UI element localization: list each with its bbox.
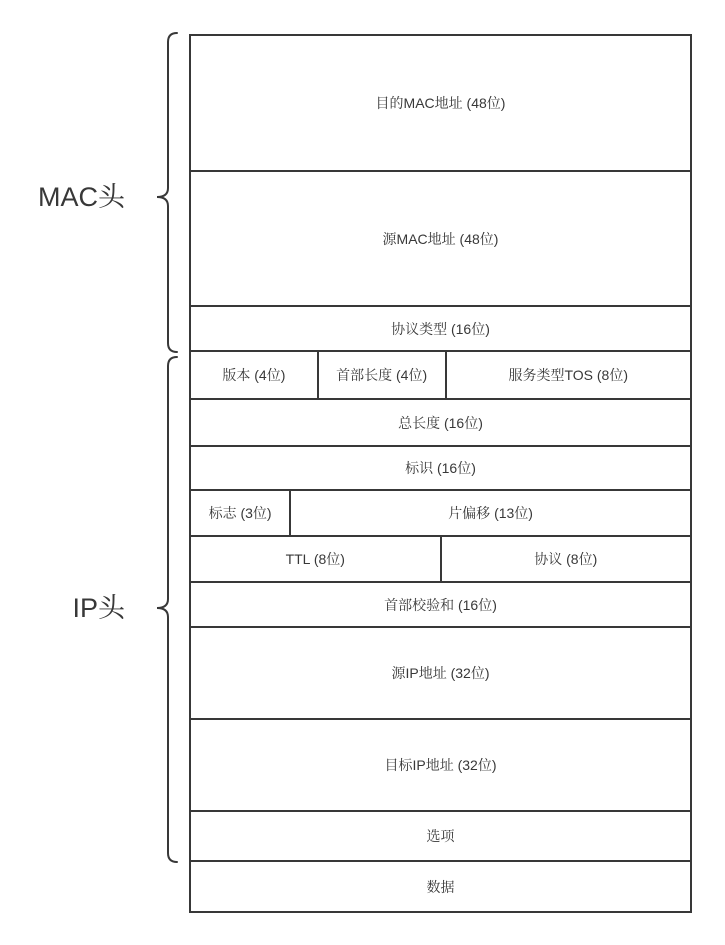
- row-version-hlen-tos: [191, 352, 690, 400]
- field-protocol: 协议 (8位): [534, 551, 598, 567]
- field-service-type-tos: 服务类型TOS (8位): [508, 367, 629, 383]
- field-ttl: TTL (8位): [191, 537, 442, 581]
- field-dest-mac-address: 目的MAC地址 (48位): [375, 95, 506, 111]
- field-total-length: 总长度 (16位): [398, 414, 483, 431]
- row-total-length: [191, 400, 690, 447]
- ip-header-brace: [157, 357, 177, 862]
- row-dest-mac: [191, 36, 690, 172]
- row-options: [191, 812, 690, 862]
- ip-header-label: IP头: [72, 593, 125, 623]
- mac-header-brace: [157, 33, 177, 352]
- field-dest-ip-address: 目标IP地址 (32位): [384, 757, 497, 773]
- field-version: 版本 (4位): [191, 352, 319, 398]
- field-fragment-offset: 片偏移 (13位): [448, 505, 533, 521]
- row-flags-fragment-offset: [191, 491, 690, 537]
- row-ttl-protocol: [191, 537, 690, 583]
- field-flags: 标志 (3位): [191, 491, 291, 535]
- field-identification: 标识 (16位): [405, 460, 476, 476]
- field-header-checksum: 首部校验和 (16位): [384, 596, 497, 613]
- field-data: 数据: [426, 878, 455, 895]
- field-src-mac-address: 源MAC地址 (48位): [382, 230, 499, 247]
- field-protocol-type: 协议类型 (16位): [391, 320, 490, 337]
- row-header-checksum: [191, 583, 690, 628]
- row-identification: [191, 447, 690, 491]
- mac-header-label: MAC头: [38, 182, 125, 212]
- row-src-mac: [191, 172, 690, 307]
- field-header-length: 首部长度 (4位): [319, 352, 447, 398]
- row-data: [191, 862, 690, 911]
- row-src-ip: [191, 628, 690, 720]
- field-src-ip-address: 源IP地址 (32位): [391, 665, 490, 681]
- row-protocol-type: [191, 307, 690, 352]
- row-dest-ip: [191, 720, 690, 812]
- packet-field-table: [189, 34, 692, 913]
- field-options: 选项: [426, 828, 455, 844]
